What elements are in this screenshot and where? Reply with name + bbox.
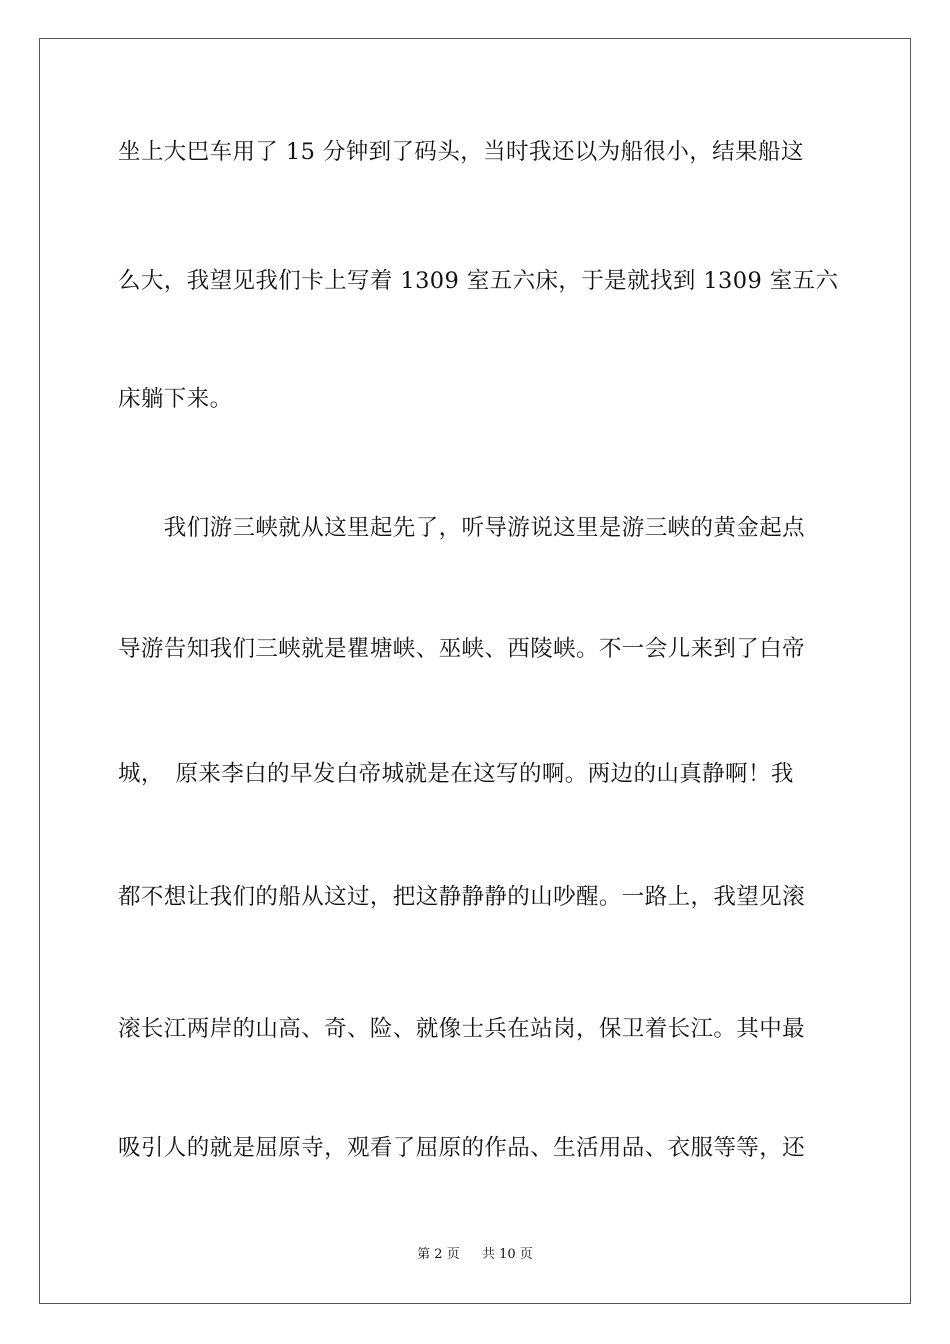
text-line-4: 我们游三峡就从这里起先了，听导游说这里是游三峡的黄金起点 (118, 515, 806, 541)
page-border (39, 38, 911, 1304)
text-line-2: 么大，我望见我们卡上写着 1309 室五六床，于是就找到 1309 室五六 (118, 268, 839, 294)
total-pages: 共 10 页 (482, 1247, 533, 1262)
text-line-8: 滚长江两岸的山高、奇、险、就像士兵在站岗，保卫着长江。其中最 (118, 1016, 806, 1042)
text-line-7: 都不想让我们的船从这过，把这静静静的山吵醒。一路上，我望见滚 (118, 884, 806, 910)
page-number: 第 2 页 (417, 1247, 460, 1262)
text-line-1: 坐上大巴车用了 15 分钟到了码头，当时我还以为船很小，结果船这 (118, 139, 804, 165)
text-line-9: 吸引人的就是屈原寺，观看了屈原的作品、生活用品、衣服等等，还 (118, 1135, 806, 1161)
text-line-5: 导游告知我们三峡就是瞿塘峡、巫峡、西陵峡。不一会儿来到了白帝 (118, 636, 806, 662)
text-line-3: 床躺下来。 (118, 386, 233, 412)
page-footer (0, 1246, 950, 1264)
text-line-6: 城， 原来李白的早发白帝城就是在这写的啊。两边的山真静啊！我 (118, 761, 794, 787)
